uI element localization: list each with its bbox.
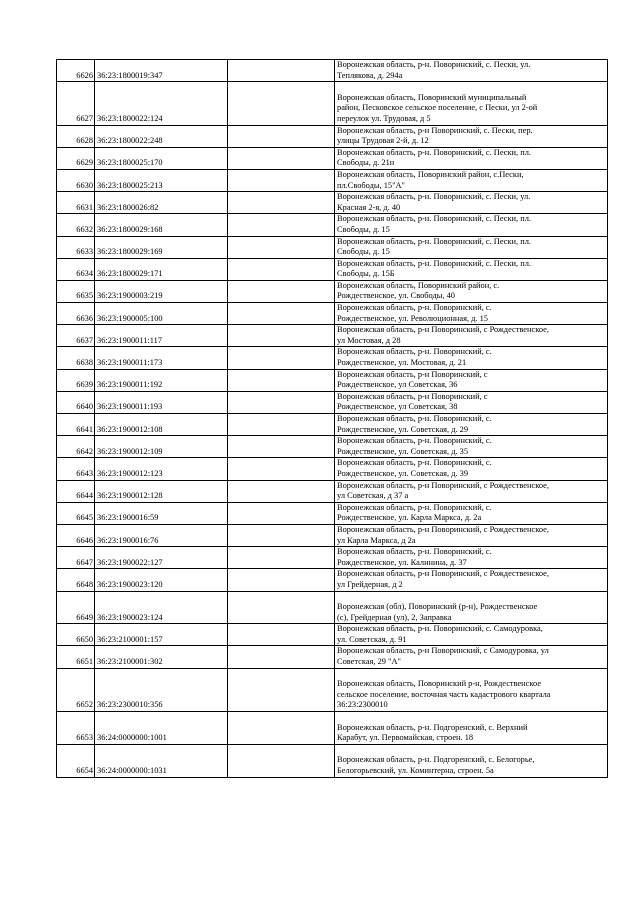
row-number: 6626 [57, 60, 95, 82]
table-row [57, 169, 608, 191]
address-line: Воронежская область, р-н Поворинский, с [337, 391, 488, 401]
empty-cell [228, 236, 335, 258]
cadastral-number: 36:23:1800029:169 [95, 236, 228, 258]
address-cell [335, 258, 608, 280]
cadastral-number: 36:23:1800025:170 [95, 147, 228, 169]
address-line: Рождественское, ул. Советская, д. 35 [337, 446, 469, 456]
address-spacer [337, 82, 605, 93]
address-line: Воронежская область, р-н Поворинский, с [337, 369, 488, 379]
cadastral-number: 36:23:1900011:117 [95, 325, 228, 347]
row-number: 6639 [57, 369, 95, 391]
row-number: 6641 [57, 414, 95, 436]
address-cell [335, 280, 608, 302]
address-line: Воронежская область, р-н Поворинский, с Рождественское, [337, 524, 549, 534]
address-line: Воронежская область, Поворинский район, с.Пески, [337, 169, 524, 179]
cadastral-number: 36:23:1900023:120 [95, 569, 228, 591]
address-line: Воронежская область, р-н. Поворинский, с. Пески, ул. [337, 192, 531, 202]
address-line: Свободы, д. 15 [337, 224, 390, 234]
empty-cell [228, 369, 335, 391]
address-line: Воронежская область, р-н. Подгоренский, с. Верхний [337, 722, 528, 732]
address-line: пл.Свободы, 15"А" [337, 180, 405, 190]
address-cell [335, 414, 608, 436]
cadastral-number: 36:23:1800029:171 [95, 258, 228, 280]
cadastral-number: 36:23:1900012:128 [95, 480, 228, 502]
cadastral-number: 36:23:1800022:124 [95, 82, 228, 125]
cadastral-number: 36:23:1900012:108 [95, 414, 228, 436]
empty-cell [228, 391, 335, 413]
address-cell [335, 169, 608, 191]
address-line: Теплякова, д. 294а [337, 70, 403, 80]
empty-cell [228, 214, 335, 236]
row-number: 6644 [57, 480, 95, 502]
row-number: 6637 [57, 325, 95, 347]
address-line: Свободы, д. 15Б [337, 269, 395, 279]
address-line: (с), Грейдерная (ул), 2, Заправка [337, 612, 452, 622]
address-cell [335, 303, 608, 325]
row-number: 6636 [57, 303, 95, 325]
address-line: Свободы, д. 21н [337, 158, 395, 168]
cadastral-number: 36:23:1900011:192 [95, 369, 228, 391]
address-line: Воронежская область, р-н Поворинский, с Рождественское, [337, 325, 549, 335]
address-line: Воронежская область, р-н. Поворинский, с. [337, 502, 492, 512]
row-number: 6654 [57, 744, 95, 777]
row-number: 6631 [57, 192, 95, 214]
address-line: Воронежская область, р-н. Поворинский, с. Пески, пл. [337, 147, 531, 157]
address-line: ул Карла Маркса, д 2а [337, 535, 416, 545]
table-row [57, 624, 608, 646]
address-cell [335, 591, 608, 624]
row-number: 6638 [57, 347, 95, 369]
table-row [57, 744, 608, 777]
cadastral-number: 36:23:2100001:157 [95, 624, 228, 646]
empty-cell [228, 524, 335, 546]
empty-cell [228, 624, 335, 646]
empty-cell [228, 258, 335, 280]
address-cell [335, 646, 608, 668]
address-line: Воронежская область, р-н. Поворинский, с. [337, 458, 492, 468]
cadastral-number: 36:23:1900005:100 [95, 303, 228, 325]
row-number: 6643 [57, 458, 95, 480]
empty-cell [228, 147, 335, 169]
row-number: 6632 [57, 214, 95, 236]
address-line: Воронежская область, Поворинский р-н, Рождественское [337, 679, 542, 689]
address-spacer [337, 669, 605, 680]
table-row [57, 280, 608, 302]
address-line: район, Песковское сельское поселение, с Пески, ул 2-ой [337, 103, 538, 113]
address-cell [335, 524, 608, 546]
address-line: ул Грейдерная, д 2 [337, 579, 403, 589]
address-line: Рождественское, ул. Революционная, д. 15 [337, 313, 488, 323]
row-number: 6628 [57, 125, 95, 147]
address-cell [335, 624, 608, 646]
address-line: Карабут, ул. Первомайская, строен. 18 [337, 733, 474, 743]
empty-cell [228, 480, 335, 502]
table-row [57, 82, 608, 125]
table-row [57, 524, 608, 546]
address-spacer [337, 745, 605, 756]
row-number: 6645 [57, 502, 95, 524]
address-line: Белогорьевский, ул. Коминтерна, строен. 5а [337, 766, 494, 775]
cadastral-number: 36:23:1800025:213 [95, 169, 228, 191]
address-line: Воронежская область, Поворинский муниципальный [337, 92, 527, 102]
cadastral-number: 36:23:1800029:168 [95, 214, 228, 236]
address-line: ул. Советская, д. 91 [337, 634, 407, 644]
address-line: Воронежская область, р-н. Поворинский, с. [337, 436, 492, 446]
table-row [57, 325, 608, 347]
row-number: 6647 [57, 547, 95, 569]
address-cell [335, 502, 608, 524]
table-row [57, 646, 608, 668]
table-row [57, 414, 608, 436]
address-line: Рождественское, ул. Советская, д. 29 [337, 424, 469, 434]
address-line: Рождественское, ул Советская, 38 [337, 402, 458, 412]
empty-cell [228, 458, 335, 480]
address-line: Воронежская область, р-н. Подгоренский, с. Белогорье, [337, 755, 535, 765]
address-line: Воронежская область, р-н. Поворинский, с. [337, 303, 492, 313]
address-cell [335, 325, 608, 347]
table-row [57, 258, 608, 280]
registry-table [56, 59, 608, 778]
address-cell [335, 391, 608, 413]
empty-cell [228, 436, 335, 458]
address-line: ул Мостовая, д 28 [337, 335, 401, 345]
address-cell [335, 744, 608, 777]
table-row [57, 369, 608, 391]
address-line: Рождественское, ул. Калинина, д. 37 [337, 557, 467, 567]
table-row [57, 391, 608, 413]
table-row [57, 347, 608, 369]
address-line: Воронежская область, р-н. Поворинский, с. Пески, пл. [337, 236, 531, 246]
table-row [57, 591, 608, 624]
cadastral-number: 36:23:1900016:76 [95, 524, 228, 546]
address-line: сельское поселение, восточная часть кадастрового квартала [337, 689, 551, 699]
address-cell [335, 347, 608, 369]
row-number: 6633 [57, 236, 95, 258]
empty-cell [228, 82, 335, 125]
cadastral-number: 36:23:1900011:193 [95, 391, 228, 413]
table-row [57, 60, 608, 82]
cadastral-number: 36:23:1800019:347 [95, 60, 228, 82]
address-cell [335, 82, 608, 125]
empty-cell [228, 192, 335, 214]
address-line: Воронежская область, Поворинский район, с. [337, 280, 500, 290]
address-line: переулок ул. Трудовая, д 5 [337, 113, 431, 123]
address-line: Воронежская область, р-н Поворинский, с Рождественское, [337, 480, 549, 490]
address-line: Рождественское, ул. Мостовая, д. 21 [337, 358, 467, 368]
address-line: Рождественское, ул. Советская, д. 39 [337, 468, 469, 478]
row-number: 6652 [57, 668, 95, 711]
address-line: улицы Трудовая 2-й, д. 12 [337, 136, 429, 146]
row-number: 6642 [57, 436, 95, 458]
address-line: Рождественское, ул. Карла Маркса, д. 2а [337, 513, 482, 523]
cadastral-number: 36:23:1900012:109 [95, 436, 228, 458]
row-number: 6651 [57, 646, 95, 668]
address-line: Воронежская область, р-н Поворинский, с Самодуровка, ул [337, 646, 549, 656]
empty-cell [228, 547, 335, 569]
address-line: Воронежская область, р-н. Поворинский, с. Пески, пл. [337, 214, 531, 224]
cadastral-number: 36:23:1900022:127 [95, 547, 228, 569]
cadastral-number: 36:23:1800022:248 [95, 125, 228, 147]
address-cell [335, 712, 608, 745]
address-cell [335, 214, 608, 236]
row-number: 6653 [57, 712, 95, 745]
table-row [57, 668, 608, 711]
table-row [57, 125, 608, 147]
address-line: 36:23:2300010 [337, 700, 388, 710]
row-number: 6646 [57, 524, 95, 546]
table-row [57, 547, 608, 569]
address-line: Воронежская (обл), Поворинский (р-н), Рождественское [337, 602, 538, 612]
address-line: ул Советская, д 37 а [337, 491, 409, 501]
cadastral-number: 36:23:1900016:59 [95, 502, 228, 524]
address-line: Воронежская область, р-н. Поворинский, с. Пески, пл. [337, 258, 531, 268]
address-line: Воронежская область, р-н. Поворинский, с. [337, 547, 492, 557]
address-line: Рождественское, ул. Свободы, 40 [337, 291, 455, 301]
empty-cell [228, 569, 335, 591]
table-row [57, 502, 608, 524]
address-line: Рождественское, ул Советская, 36 [337, 380, 458, 390]
cadastral-number: 36:23:1900011:173 [95, 347, 228, 369]
cadastral-number: 36:24:0000000:1031 [95, 744, 228, 777]
address-spacer [337, 712, 605, 723]
address-cell [335, 236, 608, 258]
address-cell [335, 369, 608, 391]
row-number: 6648 [57, 569, 95, 591]
empty-cell [228, 325, 335, 347]
table-row [57, 214, 608, 236]
address-cell [335, 192, 608, 214]
address-line: Воронежская область, р-н. Поворинский, с. [337, 347, 492, 357]
row-number: 6630 [57, 169, 95, 191]
address-cell [335, 436, 608, 458]
table-row [57, 236, 608, 258]
address-line: Воронежская область, р-н Поворинский, с Рождественское, [337, 569, 549, 579]
cadastral-number: 36:23:1800026:82 [95, 192, 228, 214]
empty-cell [228, 125, 335, 147]
empty-cell [228, 280, 335, 302]
cadastral-number: 36:24:0000000:1001 [95, 712, 228, 745]
address-line: Свободы, д. 15 [337, 247, 390, 257]
table-row [57, 192, 608, 214]
cadastral-number: 36:23:1900003:219 [95, 280, 228, 302]
table-row [57, 480, 608, 502]
row-number: 6650 [57, 624, 95, 646]
empty-cell [228, 502, 335, 524]
empty-cell [228, 303, 335, 325]
cadastral-number: 36:23:2100001:302 [95, 646, 228, 668]
row-number: 6649 [57, 591, 95, 624]
address-line: Воронежская область, р-н. Поворинский, с. Пески, ул. [337, 60, 531, 69]
row-number: 6640 [57, 391, 95, 413]
address-line: Советская, 29 "А" [337, 657, 401, 667]
cadastral-number: 36:23:2300010:356 [95, 668, 228, 711]
address-cell [335, 458, 608, 480]
address-cell [335, 569, 608, 591]
empty-cell [228, 60, 335, 82]
address-cell [335, 125, 608, 147]
cadastral-number: 36:23:1900023:124 [95, 591, 228, 624]
address-cell [335, 60, 608, 82]
registry-rows [57, 60, 608, 778]
address-spacer [337, 592, 605, 603]
table-row [57, 569, 608, 591]
table-row [57, 436, 608, 458]
address-line: Красная 2-я, д. 40 [337, 202, 401, 212]
empty-cell [228, 414, 335, 436]
empty-cell [228, 591, 335, 624]
row-number: 6635 [57, 280, 95, 302]
table-row [57, 458, 608, 480]
empty-cell [228, 712, 335, 745]
empty-cell [228, 744, 335, 777]
empty-cell [228, 668, 335, 711]
table-row [57, 147, 608, 169]
address-line: Воронежская область, р-н Поворинский, с. Пески, пер. [337, 125, 533, 135]
address-cell [335, 668, 608, 711]
row-number: 6629 [57, 147, 95, 169]
cadastral-number: 36:23:1900012:123 [95, 458, 228, 480]
address-cell [335, 480, 608, 502]
empty-cell [228, 646, 335, 668]
address-line: Воронежская область, р-н. Поворинский, с. [337, 414, 492, 423]
address-cell [335, 547, 608, 569]
table-row [57, 303, 608, 325]
empty-cell [228, 169, 335, 191]
address-cell [335, 147, 608, 169]
empty-cell [228, 347, 335, 369]
table-row [57, 712, 608, 745]
row-number: 6634 [57, 258, 95, 280]
address-line: Воронежская область, р-н. Поворинский, с. Самодуровка, [337, 624, 543, 634]
row-number: 6627 [57, 82, 95, 125]
